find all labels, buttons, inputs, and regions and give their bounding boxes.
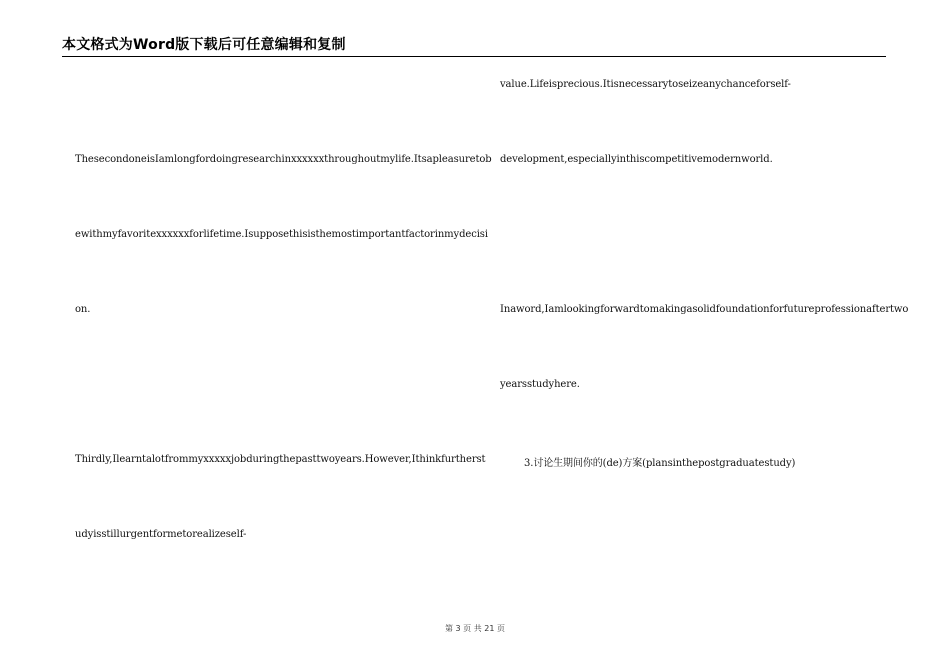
left-line-2: ewithmyfavoritexxxxxxforlifetime.Isupposethisisthemostimportantfactorinmydecisi [75, 229, 488, 240]
right-line-2: development,especiallyinthiscompetitivemodernworld. [500, 154, 773, 165]
page-header [62, 34, 886, 57]
header-title: 本文格式为Word版下载后可任意编辑和复制 [62, 37, 346, 53]
left-line-5: udyisstillurgentformetorealizeself- [75, 529, 247, 540]
left-line-1: ThesecondoneisIamlongfordoingresearchinxxxxxxthroughoutmylife.Itsapleasuretob [75, 154, 492, 165]
left-line-4: Thirdly,Ilearntalotfrommyxxxxxjobduringthepasttwoyears.However,Ithinkfurtherst [75, 454, 486, 465]
page-number: 第 3 页 共 21 页 [445, 624, 505, 633]
right-line-4: yearsstudyhere. [500, 379, 580, 390]
right-section-heading: 3.讨论生期间你的(de)方案(plansinthepostgraduatestudy) [524, 458, 796, 469]
right-line-3: Inaword,Iamlookingforwardtomakingasolidfoundationforfutureprofessionaftertwo [500, 304, 909, 315]
right-line-1: value.Lifeisprecious.Itisnecessarytoseizeanychanceforself- [500, 79, 791, 90]
left-line-3: on. [75, 304, 91, 315]
